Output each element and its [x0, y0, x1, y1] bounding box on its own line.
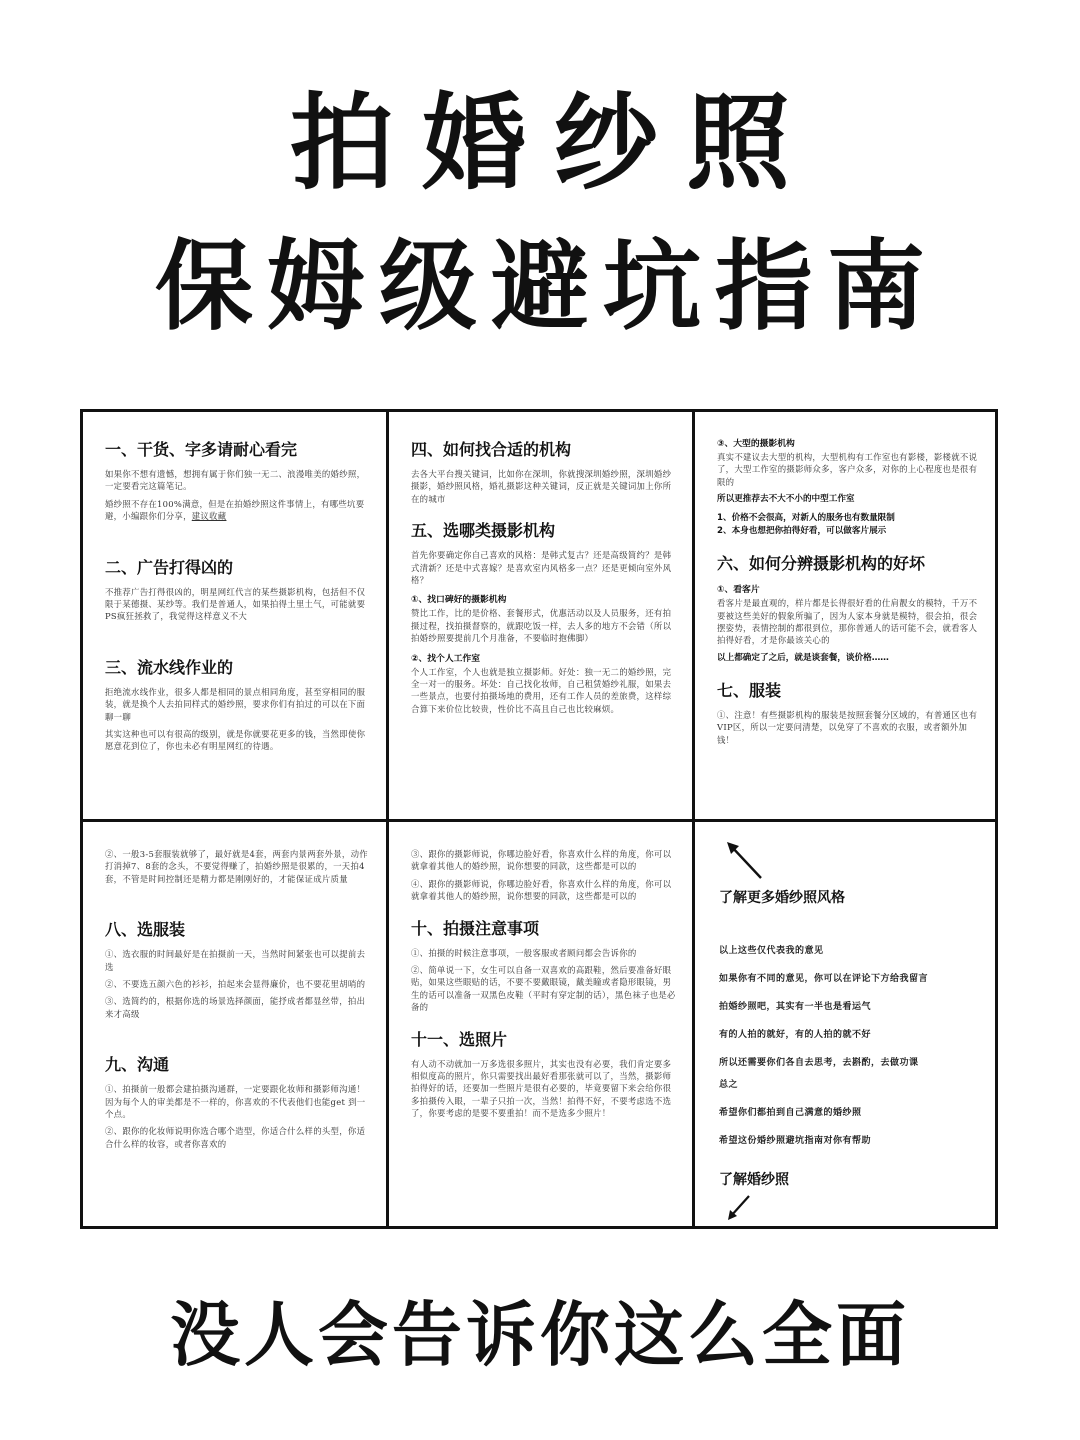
section-title: 二、广告打得凶的	[105, 557, 234, 577]
section-title: 八、选服装	[105, 920, 186, 940]
bookmark-hint: 建议收藏	[191, 511, 227, 522]
paragraph-text: 婚纱照不存在100%满意，但是在拍婚纱照这件事情上，有哪些坑要避，小编跟你们分享，	[105, 498, 365, 522]
closing-note: 拍婚纱照吧，其实有一半也是看运气	[719, 1002, 872, 1012]
section-title: 四、如何找合适的机构	[411, 440, 572, 459]
panel-4	[83, 822, 389, 1226]
section-title: 九、沟通	[105, 1055, 170, 1075]
title-line-2: 保姆级避坑指南	[154, 230, 939, 344]
section-title: 六、如何分辨摄影机构的好坏	[717, 554, 926, 574]
title-line-1: 拍婚纱照	[289, 82, 818, 204]
paragraph: ①、拍摄前一般都会建拍摄沟通群，一定要跟化妆师和摄影师沟通！因为每个人的审美都是不一样的，你喜欢的不代表他们也能get 到一个点。	[105, 1084, 366, 1120]
panel-5	[389, 822, 695, 1226]
paragraph: 拒绝流水线作业，很多人都是相同的景点相同角度，甚至穿相同的服装，就是换个人去拍同样式的婚纱照，要求你们有拍过的可以在下面聊一聊	[105, 686, 366, 722]
paragraph: ①、注意！有些摄影机构的服装是按照套餐分区域的，有普通区也有VIP区，所以一定要问清楚，以免穿了不喜欢的衣服，或者额外加钱！	[717, 709, 978, 745]
section-title: 一、干货、字多请耐心看完	[105, 440, 298, 459]
paragraph: 去各大平台搜关键词，比如你在深圳，你就搜深圳婚纱照，深圳婚纱摄影，婚纱照风格，婚礼摄影这种关键词，反正就是关键词加上你所在的城市	[411, 469, 672, 504]
panel-3	[695, 412, 995, 822]
section-title: 十、拍摄注意事项	[411, 918, 540, 938]
paragraph	[105, 498, 370, 523]
closing-note: 总之	[719, 1080, 739, 1090]
paragraph: ②、不要选五颜六色的衫衫，拍起来会显得廉价，也不要花里胡哨的	[105, 979, 366, 990]
paragraph: 个人工作室，个人也就是独立摄影师。好处：独一无二的婚纱照，完全一对一的服务。坏处：自己找化妆师，自己租赁婚纱礼服，如果去一些景点，也要付拍摄场地的费用，还有工作人员的差旅费，这样综合算下来价位比较贵，性价比不高且自己也比较麻烦。	[411, 666, 672, 714]
paragraph: 有人动不动就加一万多选很多照片，其实也没有必要，我们肯定要多相似度高的照片，你只需要找出最好看那张就可以了，当然，摄影师拍得好的话，还要加一些照片是很有必要的，毕竟要留下来会给你很多拍摄传入眼，一辈子只拍一次，当然！拍得不好，不要考虑选不选了，你要考虑的是要不要重拍！而不是选多少照片！	[411, 1058, 672, 1119]
closing-note: 有的人拍的就好，有的人拍的就不好	[719, 1030, 872, 1040]
section-title: 七、服装	[717, 680, 782, 700]
paragraph: 赞比工作，比的是价格、套餐形式，优惠活动以及人员服务，还有拍摄过程，找拍摄督察的，就跟吃饭一样，去人多的地方不会错（所以拍婚纱照要提前几个月准备，不要临时抱佛脚）	[411, 608, 672, 644]
paragraph: 不推荐广告打得很凶的，明星网红代言的某些摄影机构，包括但不仅限于某德摄、某纱等。我们是普通人，如果拍得土里土气，可能就要PS疯狂拯救了，我觉得这样意义不大	[105, 586, 366, 622]
guide-grid	[80, 409, 998, 1229]
subsection-title: ③、大型的摄影机构	[717, 439, 795, 449]
closing-note: 如果你有不同的意见，你可以在评论下方给我留言	[719, 974, 929, 984]
panel-2	[389, 412, 695, 822]
subsection-title: ②、找个人工作室	[411, 653, 481, 664]
paragraph: ③、选简约的，根据你选的场景选择颜面，能抒成者都显丝带，拍出来才高级	[105, 996, 366, 1019]
learn-more-link[interactable]: 了解婚纱照	[719, 1172, 789, 1188]
section-title: 十一、选照片	[411, 1029, 508, 1049]
panel-6	[695, 822, 995, 1226]
subsection-title: ①、找口碑好的摄影机构	[411, 595, 507, 606]
paragraph: ②、跟你的化妆师说明你选合哪个造型，你适合什么样的头型，你适合什么样的妆容，或者你喜欢的	[105, 1126, 366, 1149]
section-title: 五、选哪类摄影机构	[411, 521, 556, 541]
paragraph: ④、跟你的摄影师说，你哪边脸好看，你喜欢什么样的角度，你可以就拿着其他人的婚纱照，说你想要的同款，这些都是可以的	[411, 878, 672, 902]
paragraph: 真实不建议去大型的机构，大型机构有工作室也有影楼，影楼就不说了，大型工作室的摄影师众多，客户众多，对你的上心程度也是很有限的	[717, 452, 978, 487]
arrow-down-left-icon	[725, 1192, 755, 1222]
closing-note: 希望你们都拍到自己满意的婚纱照	[719, 1108, 862, 1118]
subsection-title: ①、看客片	[717, 585, 760, 596]
footer-slogan: 没人会告诉你这么全面	[170, 1294, 910, 1376]
paragraph: ②、一般3-5套服装就够了，最好就是4套，两套内景两套外景，动作打消掉7、8套的念头，不要觉得赚了，拍婚纱照是很累的，一天拍4套，不管是时间控制还是精力都是刚刚好的，才能保证成片质量	[105, 849, 368, 884]
closing-note: 以上这些仅代表我的意见	[719, 946, 824, 956]
panel-1	[83, 412, 389, 822]
paragraph: ①、选衣服的时间最好是在拍摄前一天，当然时间紧张也可以提前去选	[105, 949, 366, 972]
more-styles-link[interactable]: 了解更多婚纱照风格	[719, 890, 845, 906]
arrow-up-left-icon	[725, 840, 769, 884]
paragraph: ①、拍摄的时候注意事项，一般客服或者顾问都会告诉你的	[411, 947, 637, 958]
paragraph: ③、跟你的摄影师说，你哪边脸好看，你喜欢什么样的角度，你可以就拿着其他人的婚纱照，说你想要的同款，这些都是可以的	[411, 849, 672, 872]
paragraph: 如果你不想有遗憾，想拥有属于你们独一无二、浪漫唯美的婚纱照，一定要看完这篇笔记。	[105, 469, 366, 492]
paragraph: 看客片是最直观的，样片都是长得很好看的仕肩靓女的模特，千万不要被这些美好的假象所骗了，因为人家本身就是模特，很会拍，很会摆姿势，表情控制的都很到位，那你普通人的话可能不会，就看客人拍得好看，才是你最该关心的	[717, 598, 978, 646]
reason-1: 1、价格不会很高，对新人的服务也有数量限制	[717, 513, 895, 524]
reason-2: 2、本身也想把你拍得好看，可以做客片展示	[717, 526, 887, 537]
paragraph: 以上都确定了之后，就是谈套餐，谈价格……	[717, 652, 889, 663]
paragraph: ②、简单说一下，女生可以自备一双喜欢的高跟鞋，然后要准备好眼贴，如果这些眼贴的话，不要不要戴眼镜，戴美瞳或者隐形眼镜，男生的话可以准备一双黑色皮鞋（平时有穿定制的话），黑色袜子也是必备的	[411, 965, 676, 1013]
paragraph: 首先你要确定你自己喜欢的风格：是韩式复古？还是高级简约？是韩式清新？还是中式喜嫁？是喜欢室内风格多一点？还是更倾向室外风格？	[411, 550, 672, 586]
section-title: 三、流水线作业的	[105, 657, 234, 677]
closing-note: 所以还需要你们各自去思考，去斟酌，去做功课	[719, 1058, 919, 1068]
closing-note: 希望这份婚纱照避坑指南对你有帮助	[719, 1136, 872, 1146]
paragraph: 其实这种也可以有很高的级别，就是你就要花更多的钱，当然即使你愿意花到位了，你也未必有明星网红的待遇。	[105, 729, 366, 752]
recommendation: 所以更推荐去不大不小的中型工作室	[717, 494, 855, 505]
